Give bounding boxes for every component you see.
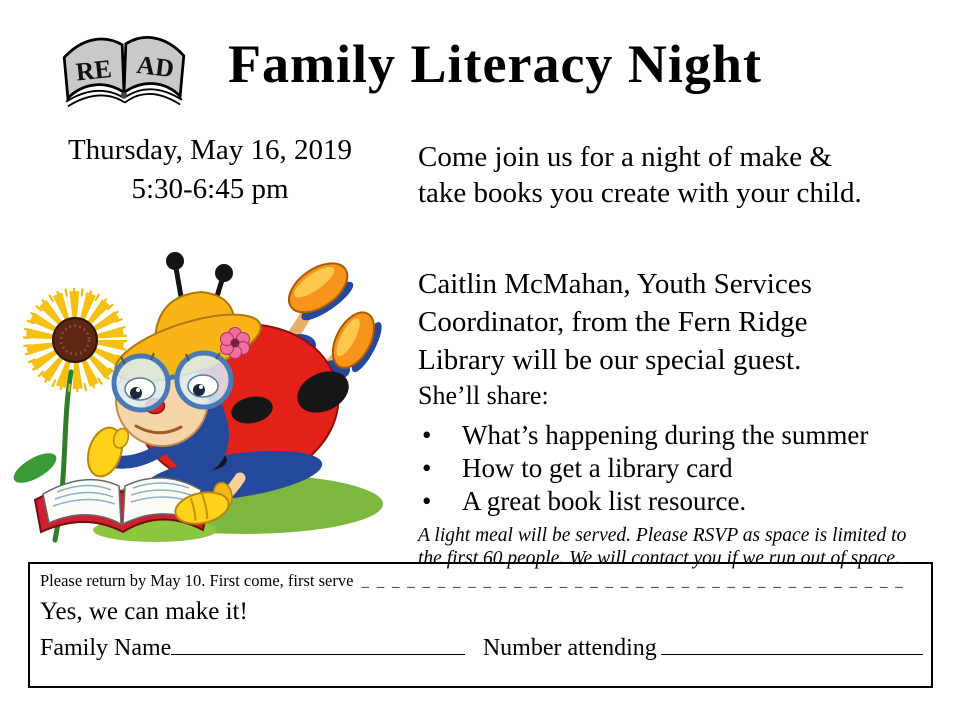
book-clasp — [121, 92, 127, 98]
bullet-icon: • — [422, 420, 432, 450]
event-datetime — [20, 131, 400, 209]
event-date: Thursday, May 16, 2019 — [67, 134, 353, 166]
page-title: Family Literacy Night — [228, 34, 762, 94]
bullet-icon: • — [422, 486, 432, 516]
left-glove — [82, 420, 131, 481]
share-heading: She’ll share: — [418, 381, 549, 410]
confirmation-text: Yes, we can make it! — [40, 598, 248, 625]
event-time: 5:30-6:45 pm — [131, 173, 289, 205]
guest-paragraph: Caitlin McMahan, Youth Services Coordinator, from the Fern Ridge Library will be our special guest. — [418, 268, 812, 376]
bullet-list — [418, 419, 940, 518]
number-attending-label: Number attending — [482, 635, 657, 662]
reading-ladybug-illustration — [5, 240, 390, 558]
return-instruction: Please return by May 10. First come, first serve — [40, 571, 354, 590]
form-fields-row — [40, 629, 923, 662]
rsvp-form-box — [28, 562, 933, 688]
cutoff-dash-line: _ _ _ _ _ _ _ _ _ _ _ _ _ _ _ _ _ _ _ _ _ _ _ _ _ _ _ _ _ _ _ _ _ _ _ _ — [361, 574, 905, 590]
slipper — [280, 253, 359, 327]
bullet-text: A great book list resource. — [462, 486, 747, 516]
bullet-text: How to get a library card — [462, 453, 733, 483]
family-name-label: Family Name — [40, 635, 172, 662]
intro-paragraph: Come join us for a night of make & take books you create with your child. — [418, 141, 862, 209]
read-book-logo-icon — [55, 26, 193, 114]
bullet-item — [418, 485, 940, 518]
family-name-line — [171, 629, 465, 655]
rsvp-note: A light meal will be served. Please RSVP as space is limited to the first 60 people. We will contact you if we run out of space. — [418, 525, 907, 569]
bullet-text: What’s happening during the summer — [462, 420, 869, 450]
bullet-item — [418, 419, 940, 452]
event-details — [418, 139, 940, 570]
number-attending-line — [661, 629, 923, 655]
bullet-icon: • — [422, 453, 432, 483]
bullet-item — [418, 452, 940, 485]
return-instruction-row — [40, 571, 923, 591]
logo-text-right: AD — [135, 49, 176, 84]
logo-text-left: RE — [74, 53, 113, 87]
